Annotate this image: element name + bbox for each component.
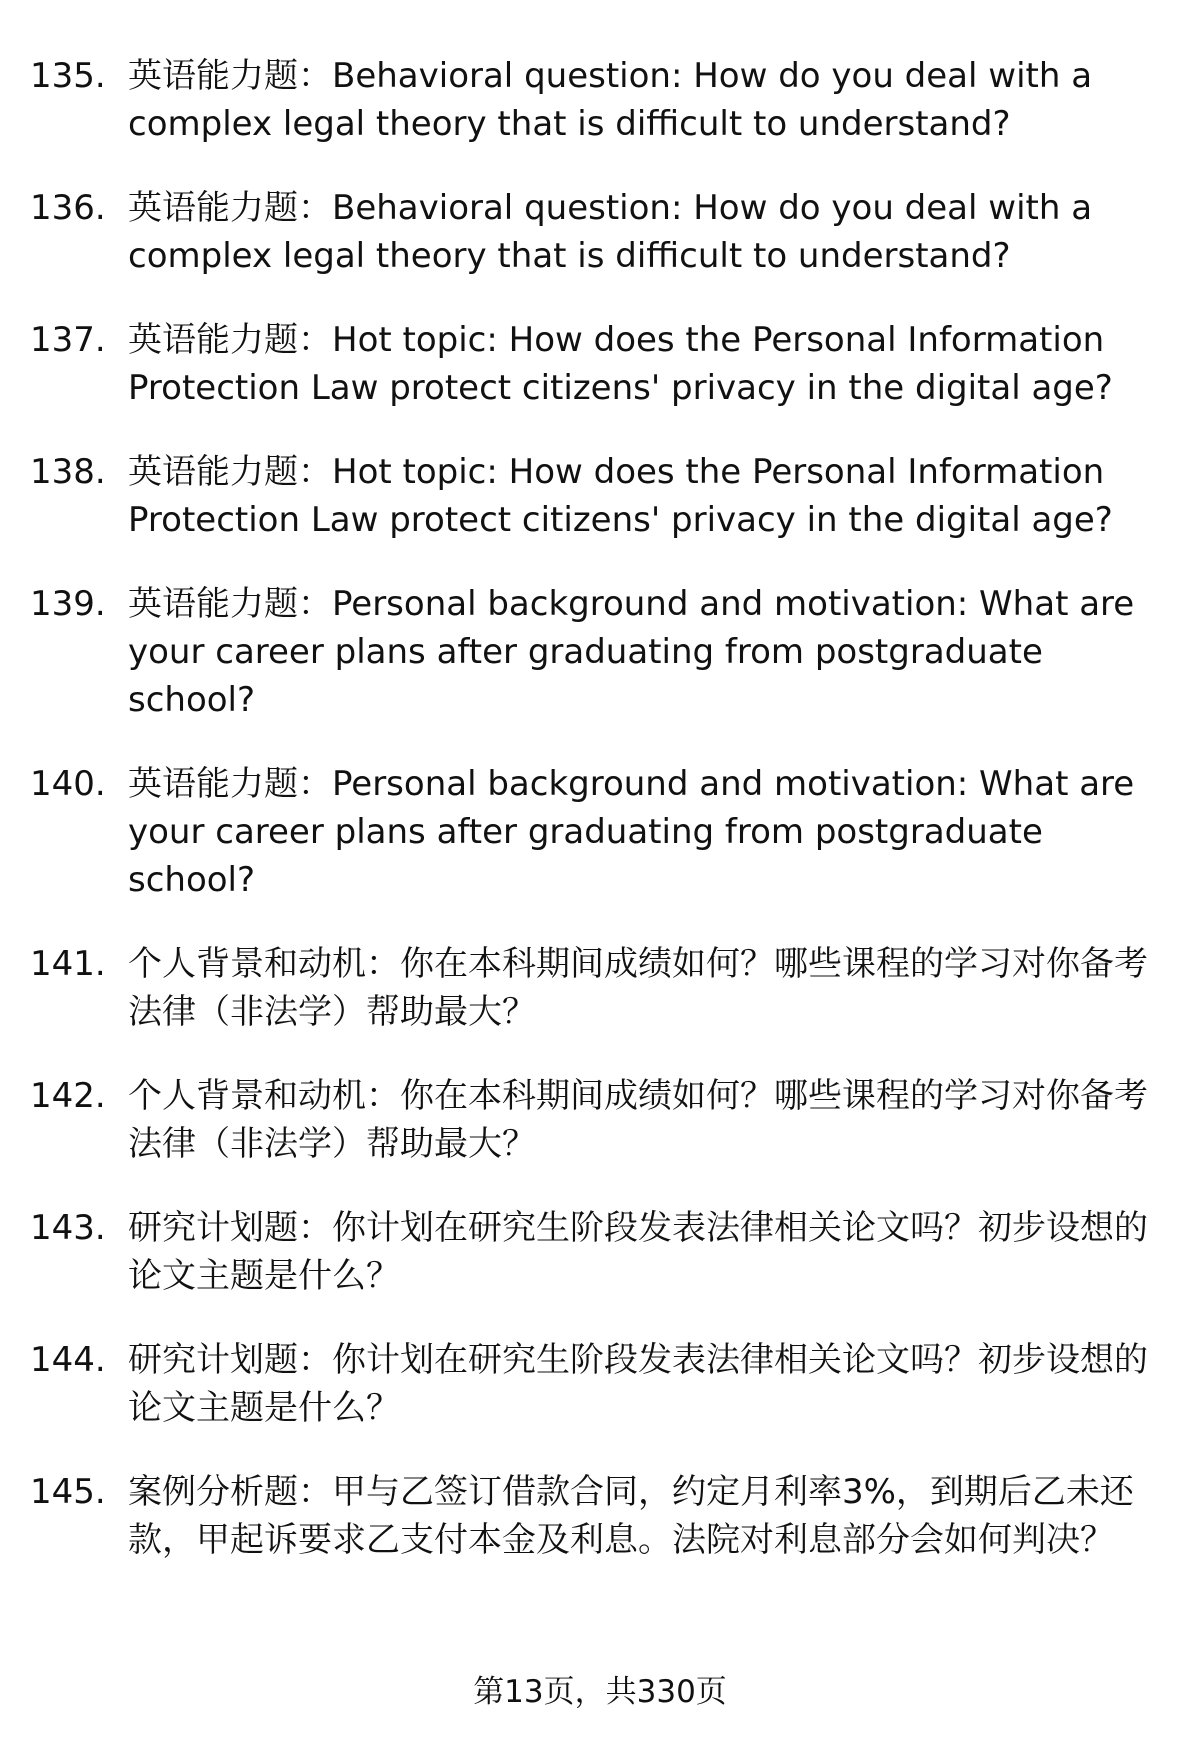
question-number: 135.: [30, 56, 106, 96]
question-number: 141.: [30, 944, 106, 984]
question-number: 136.: [30, 188, 106, 228]
question-item-140: [30, 760, 1170, 904]
question-item-142: [30, 1072, 1170, 1168]
question-item-145: [30, 1468, 1170, 1564]
question-number: 138.: [30, 452, 106, 492]
question-text: 个人背景和动机：你在本科期间成绩如何？哪些课程的学习对你备考法律（非法学）帮助最大？: [128, 1076, 1148, 1164]
question-text: 案例分析题：甲与乙签订借款合同，约定月利率3%，到期后乙未还款，甲起诉要求乙支付本金及利息。法院对利息部分会如何判决？: [128, 1472, 1134, 1560]
question-item-136: [30, 184, 1170, 280]
question-text: 英语能力题：Hot topic: How does the Personal Information Protection Law protect citizens' privacy in the digital age?: [128, 452, 1113, 540]
question-item-141: [30, 940, 1170, 1036]
question-number: 142.: [30, 1076, 106, 1116]
question-text: 英语能力题：Behavioral question: How do you deal with a complex legal theory that is difficult to understand?: [128, 188, 1093, 276]
question-number: 143.: [30, 1208, 106, 1248]
question-text: 个人背景和动机：你在本科期间成绩如何？哪些课程的学习对你备考法律（非法学）帮助最大？: [128, 944, 1148, 1032]
question-item-139: [30, 580, 1170, 724]
question-number: 139.: [30, 584, 106, 624]
question-number: 137.: [30, 320, 106, 360]
question-number: 144.: [30, 1340, 106, 1380]
question-item-138: [30, 448, 1170, 544]
question-text: 英语能力题：Personal background and motivation: What are your career plans after graduating from postgraduate school?: [128, 584, 1135, 720]
page-footer: 第13页，共330页: [473, 1674, 727, 1710]
question-item-144: [30, 1336, 1170, 1432]
question-item-137: [30, 316, 1170, 412]
question-text: 研究计划题：你计划在研究生阶段发表法律相关论文吗？初步设想的论文主题是什么？: [128, 1340, 1148, 1428]
question-text: 英语能力题：Personal background and motivation: What are your career plans after graduating from postgraduate school?: [128, 764, 1135, 900]
question-number: 140.: [30, 764, 106, 804]
question-text: 英语能力题：Hot topic: How does the Personal Information Protection Law protect citizens' privacy in the digital age?: [128, 320, 1113, 408]
question-text: 研究计划题：你计划在研究生阶段发表法律相关论文吗？初步设想的论文主题是什么？: [128, 1208, 1148, 1296]
question-text: 英语能力题：Behavioral question: How do you deal with a complex legal theory that is difficult to understand?: [128, 56, 1093, 144]
question-list: [30, 52, 1170, 1600]
question-number: 145.: [30, 1472, 106, 1512]
question-item-135: [30, 52, 1170, 148]
question-item-143: [30, 1204, 1170, 1300]
